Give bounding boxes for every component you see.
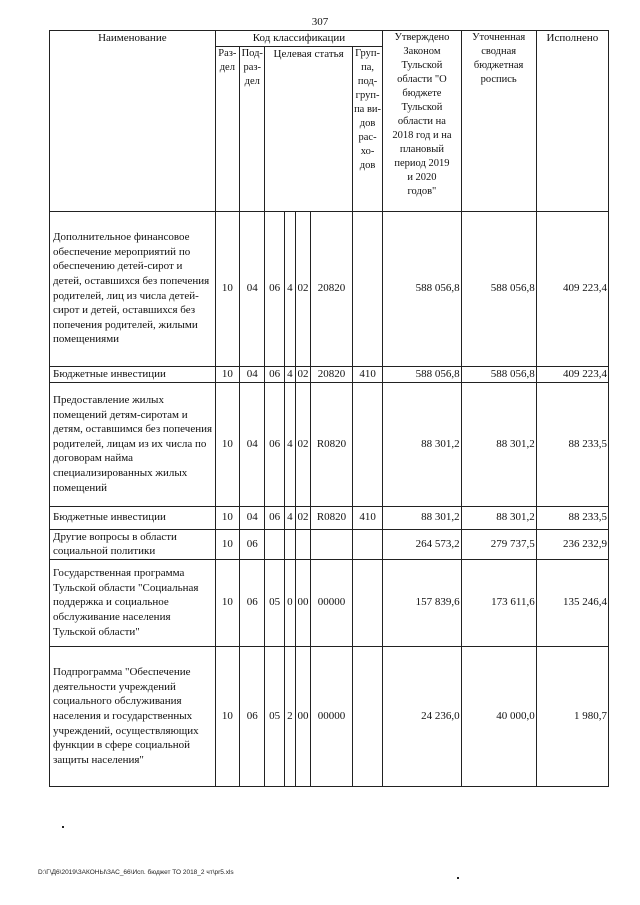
cell-group [352, 646, 383, 786]
cell-executed: 1 980,7 [536, 646, 608, 786]
header-razdel: Раз- дел [215, 46, 239, 211]
cell-t4: R0820 [311, 382, 353, 506]
cell-podrazdel: 06 [240, 529, 265, 559]
table-row [50, 646, 609, 786]
cell-approved: 24 236,0 [383, 646, 461, 786]
page-number: 307 [311, 16, 329, 28]
cell-name: Другие вопросы в области социальной политики [50, 529, 216, 559]
cell-podrazdel: 04 [240, 506, 265, 529]
cell-t3: 02 [295, 211, 310, 366]
cell-t1: 05 [265, 559, 284, 646]
cell-razdel: 10 [215, 646, 239, 786]
table-row [50, 529, 609, 559]
cell-approved: 88 301,2 [383, 506, 461, 529]
cell-name: Предоставление жилых помещений детям-сиротам и детям, оставшимся без попечения родителей, лицам из их числа по договорам найма специализированных жилых помещений [50, 382, 216, 506]
cell-refined: 173 611,6 [461, 559, 536, 646]
cell-podrazdel: 04 [240, 211, 265, 366]
cell-t1: 05 [265, 646, 284, 786]
table-row [50, 366, 609, 382]
cell-refined: 40 000,0 [461, 646, 536, 786]
cell-podrazdel: 06 [240, 646, 265, 786]
cell-name: Бюджетные инвестиции [50, 366, 216, 382]
cell-refined: 588 056,8 [461, 211, 536, 366]
cell-executed: 88 233,5 [536, 382, 608, 506]
cell-t2: 4 [284, 366, 295, 382]
cell-t1: 06 [265, 506, 284, 529]
cell-t2 [284, 529, 295, 559]
cell-executed: 409 223,4 [536, 211, 608, 366]
cell-razdel: 10 [215, 211, 239, 366]
cell-t3: 02 [295, 366, 310, 382]
cell-approved: 157 839,6 [383, 559, 461, 646]
header-executed: Исполнено [536, 31, 608, 212]
cell-t2: 4 [284, 506, 295, 529]
cell-t2: 4 [284, 382, 295, 506]
header-group: Груп- па, под- груп- па ви- дов рас- хо- дов [352, 46, 383, 211]
cell-podrazdel: 04 [240, 366, 265, 382]
cell-group [352, 529, 383, 559]
cell-executed: 135 246,4 [536, 559, 608, 646]
cell-t3: 02 [295, 506, 310, 529]
table-row [50, 506, 609, 529]
cell-t1 [265, 529, 284, 559]
cell-group: 410 [352, 506, 383, 529]
header-target: Целевая статья [265, 46, 352, 211]
cell-t3 [295, 529, 310, 559]
cell-approved: 588 056,8 [383, 211, 461, 366]
header-podrazdel: Под- раз- дел [240, 46, 265, 211]
cell-t4: 20820 [311, 366, 353, 382]
header-code-group: Код классификации [215, 31, 383, 47]
cell-t4: R0820 [311, 506, 353, 529]
cell-t4 [311, 529, 353, 559]
cell-t4: 00000 [311, 646, 353, 786]
cell-t2: 2 [284, 646, 295, 786]
cell-group [352, 382, 383, 506]
table-body [50, 211, 609, 786]
cell-razdel: 10 [215, 382, 239, 506]
cell-refined: 588 056,8 [461, 366, 536, 382]
cell-name: Дополнительное финансовое обеспечение мероприятий по обеспечению детей-сирот и детей, оставшихся без попечения родителей, лиц из числа детей-сирот и детей, оставшихся без попечения родителей, жилыми помещениями [50, 211, 216, 366]
budget-execution-table [49, 30, 609, 787]
table-row [50, 211, 609, 366]
cell-razdel: 10 [215, 366, 239, 382]
cell-t1: 06 [265, 366, 284, 382]
header-name: Наименование [50, 31, 216, 212]
cell-t1: 06 [265, 211, 284, 366]
cell-t4: 20820 [311, 211, 353, 366]
cell-t3: 02 [295, 382, 310, 506]
cell-podrazdel: 06 [240, 559, 265, 646]
cell-t4: 00000 [311, 559, 353, 646]
cell-t3: 00 [295, 646, 310, 786]
table-row [50, 382, 609, 506]
table-row [50, 559, 609, 646]
cell-executed: 88 233,5 [536, 506, 608, 529]
cell-razdel: 10 [215, 506, 239, 529]
scan-speck [62, 826, 64, 828]
cell-group [352, 211, 383, 366]
cell-name: Подпрограмма "Обеспечение деятельности учреждений социального обслуживания населения и государственных учреждений, осуществляющих функции в сфере социальной защиты населения" [50, 646, 216, 786]
cell-group: 410 [352, 366, 383, 382]
cell-t1: 06 [265, 382, 284, 506]
cell-approved: 264 573,2 [383, 529, 461, 559]
cell-name: Бюджетные инвестиции [50, 506, 216, 529]
cell-razdel: 10 [215, 529, 239, 559]
cell-podrazdel: 04 [240, 382, 265, 506]
cell-razdel: 10 [215, 559, 239, 646]
cell-executed: 409 223,4 [536, 366, 608, 382]
file-path-footer: D:\Г\Д6\2019\ЗАКОНЫ\ЗАС_66\Исп. бюджет ТО 2018_2 чт\pr5.xls [38, 869, 234, 876]
cell-approved: 88 301,2 [383, 382, 461, 506]
cell-approved: 588 056,8 [383, 366, 461, 382]
cell-executed: 236 232,9 [536, 529, 608, 559]
cell-refined: 279 737,5 [461, 529, 536, 559]
cell-name: Государственная программа Тульской области "Социальная поддержка и социальное обслуживание населения Тульской области" [50, 559, 216, 646]
cell-refined: 88 301,2 [461, 382, 536, 506]
cell-t3: 00 [295, 559, 310, 646]
cell-t2: 0 [284, 559, 295, 646]
header-approved: Утверждено Законом Тульской области "О бюджете Тульской области на 2018 год и на плановый период 2019 и 2020 годов" [383, 31, 461, 212]
cell-t2: 4 [284, 211, 295, 366]
cell-refined: 88 301,2 [461, 506, 536, 529]
cell-group [352, 559, 383, 646]
header-refined: Уточненная сводная бюджетная роспись [461, 31, 536, 212]
scan-speck [457, 877, 459, 879]
